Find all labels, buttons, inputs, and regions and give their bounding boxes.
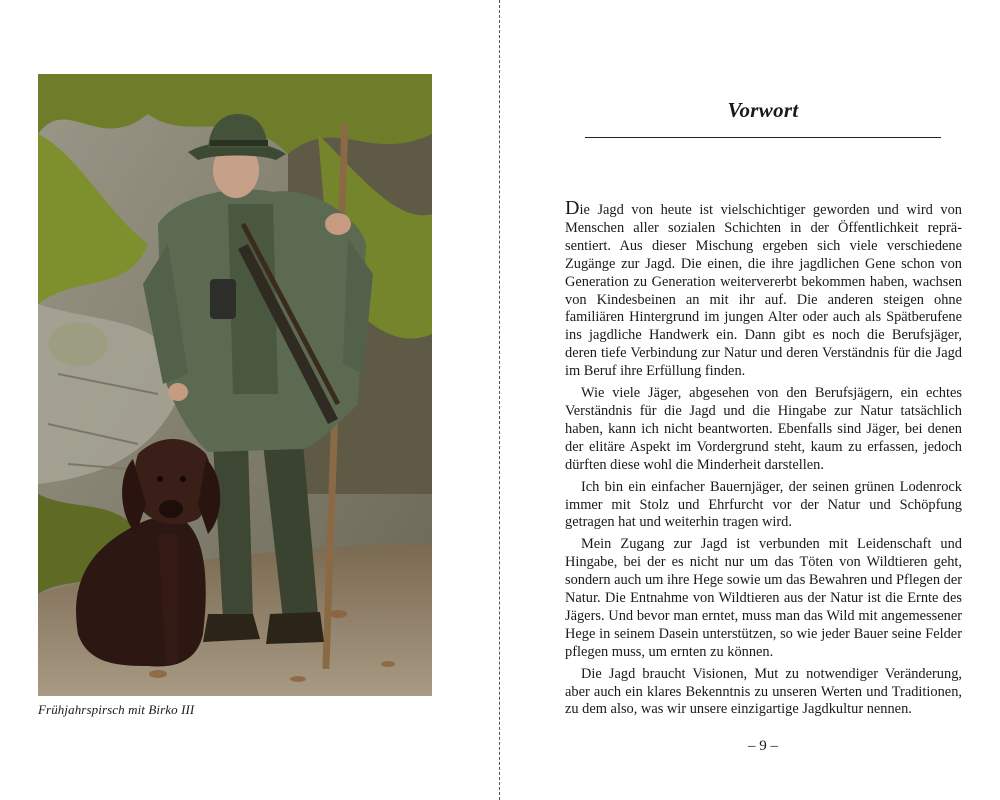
paragraph: Die Jagd braucht Visionen, Mut zu notwendiger Veränderung, aber auch ein klares Bekenntnis zu unseren Werten und Traditionen, zu dem also, was wir unsere einzigartige Jagdkultur nennen. <box>565 665 962 718</box>
body-text <box>565 197 962 723</box>
title-underline <box>585 137 941 138</box>
paragraph-text: ie Jagd von heute ist vielschichtiger geworden und wird von Menschen aller sozialen Schichten in der Öffentlichkeit repräsentiert. Aus dieser Mischung ergeben sich viele verschiedene Zugänge zur Jagd. Die einen, die ihre jagdlichen Gene schon von Generation zu Generation weitervererbt bekommen haben, wachsen von Kindesbeinen an mit ihr auf. Die anderen steigen ohne familiären Hintergrund im jungen Alter oder auch als Spätberufene ins jagdliche Handwerk ein. Dann gibt es noch die Berufsjäger, deren tiefe Verbindung zur Natur und deren Verständnis für die Jagd im Beruf ihre Erfüllung finden. <box>565 202 962 380</box>
paragraph: Mein Zugang zur Jagd ist verbunden mit Leidenschaft und Hingabe, bei der es nicht nur um das Töten von Wildtieren geht, sondern auch um ihre Hege sowie um das Bewahren und Pflegen der Natur. Die Entnahme von Wildtieren aus der Natur ist die Ernte des Jägers. Und bevor man erntet, muss man das Wild mit angemessener Hege in seinem Dasein unterstützen, so wie jeder Bauer seine Felder pflegen muss, um ernten zu können. <box>565 536 962 660</box>
page-gutter-divider <box>499 0 500 800</box>
paragraph: Wie viele Jäger, abgesehen von den Berufsjägern, ein echtes Verständnis für die Jagd und die Hingabe zur Natur tatsächlich haben, kann ich nicht beantworten. Ebenfalls sind Jäger, bei denen der elitäre Aspekt im Vordergrund steht, kaum zu erfassen, jedoch dürften diese wohl die Minderheit darstellen. <box>565 385 962 473</box>
drop-cap: D <box>565 197 580 219</box>
page-number: – 9 – <box>748 738 778 754</box>
photo-caption: Frühjahrspirsch mit Birko III <box>38 702 195 717</box>
paragraph: Ich bin ein einfacher Bauernjäger, der seinen grünen Lodenrock immer mit Stolz und Ehrfurcht vor der Natur und Schöpfung getragen hat und weiterhin tragen wird. <box>565 478 962 531</box>
paragraph <box>565 197 962 381</box>
chapter-title: Vorwort <box>727 98 799 122</box>
hunter-with-dog-photo <box>38 74 432 696</box>
